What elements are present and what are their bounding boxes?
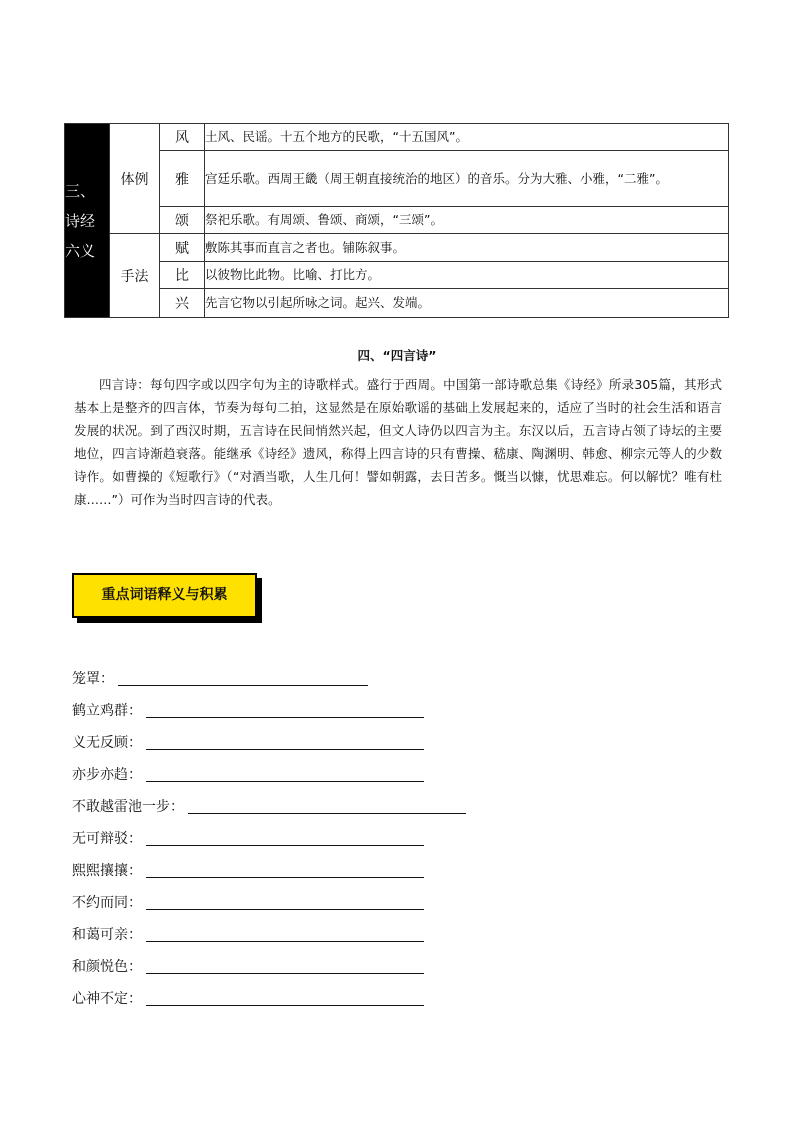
vocab-term: 和蔼可亲： <box>72 927 142 943</box>
vocab-term: 熙熙攘攘： <box>72 863 142 879</box>
term-bi: 比 <box>160 262 205 289</box>
group-label-tili: 体例 <box>110 124 160 234</box>
table-category-cell <box>65 124 110 318</box>
vocab-item <box>72 916 472 948</box>
section-title-siyanshi: 四、“四言诗” <box>357 348 437 363</box>
vocab-term: 无可辩驳： <box>72 831 142 847</box>
vocab-item <box>72 756 472 788</box>
answer-line[interactable] <box>146 908 424 910</box>
key-vocabulary-banner <box>72 573 257 618</box>
desc-ya: 宫廷乐歌。西周王畿（周王朝直接统治的地区）的音乐。分为大雅、小雅，“二雅”。 <box>205 151 729 207</box>
answer-line[interactable] <box>146 748 424 750</box>
group-label-shoufa: 手法 <box>110 234 160 318</box>
vocab-term: 和颜悦色： <box>72 959 142 975</box>
answer-line[interactable] <box>146 876 424 878</box>
vocab-term: 不约而同： <box>72 895 142 911</box>
desc-song: 祭祀乐歌。有周颂、鲁颂、商颂，“三颂”。 <box>205 207 729 234</box>
desc-xing: 先言它物以引起所咏之词。起兴、发端。 <box>205 289 729 318</box>
term-xing: 兴 <box>160 289 205 318</box>
vocab-item <box>72 948 472 980</box>
category-line-1: 三、 <box>65 181 96 200</box>
answer-line[interactable] <box>146 716 424 718</box>
vocab-item <box>72 692 472 724</box>
vocab-term: 不敢越雷池一步： <box>72 799 184 815</box>
section-paragraph-siyanshi: 四言诗：每句四字或以四字句为主的诗歌样式。盛行于西周。中国第一部诗歌总集《诗经》所录305篇，其形式基本上是整齐的四言体，节奏为每句二拍，这显然是在原始歌谣的基础上发展起来的，适应了当时的社会生活和语言发展的状况。到了西汉时期，五言诗在民间悄然兴起，但文人诗仍以四言为主。东汉以后，五言诗占领了诗坛的主要地位，四言诗渐趋衰落。能继承《诗经》遗风，称得上四言诗的只有曹操、嵇康、陶渊明、韩愈、柳宗元等人的少数诗作。如曹操的《短歌行》（“对酒当歌，人生几何！譬如朝露，去日苦多。慨当以慷，忧思难忘。何以解忧？唯有杜康……”）可作为当时四言诗的代表。 <box>74 377 722 507</box>
term-feng: 风 <box>160 124 205 151</box>
desc-feng: 土风、民谣。十五个地方的民歌，“十五国风”。 <box>205 124 729 151</box>
desc-bi: 以彼物比此物。比喻、打比方。 <box>205 262 729 289</box>
answer-line[interactable] <box>118 684 368 686</box>
category-line-3: 六义 <box>65 241 96 260</box>
answer-line[interactable] <box>146 780 424 782</box>
answer-line[interactable] <box>146 1004 424 1006</box>
desc-fu: 敷陈其事而直言之者也。铺陈叙事。 <box>205 234 729 262</box>
vocab-item <box>72 980 472 1012</box>
term-fu: 赋 <box>160 234 205 262</box>
vocab-item <box>72 724 472 756</box>
vocab-term: 鹤立鸡群： <box>72 703 142 719</box>
answer-line[interactable] <box>146 940 424 942</box>
vocab-item <box>72 788 472 820</box>
vocabulary-list <box>72 660 472 1012</box>
vocab-term: 笼罩： <box>72 671 114 687</box>
vocab-item <box>72 884 472 916</box>
vocab-term: 义无反顾： <box>72 735 142 751</box>
term-song: 颂 <box>160 207 205 234</box>
answer-line[interactable] <box>188 812 466 814</box>
answer-line[interactable] <box>146 844 424 846</box>
term-ya: 雅 <box>160 151 205 207</box>
vocab-term: 心神不定： <box>72 991 142 1007</box>
category-line-2: 诗经 <box>65 211 96 230</box>
six-principles-table <box>64 123 729 318</box>
banner-label: 重点词语释义与积累 <box>101 587 228 603</box>
answer-line[interactable] <box>146 972 424 974</box>
vocab-term: 亦步亦趋： <box>72 767 142 783</box>
vocab-item <box>72 852 472 884</box>
vocab-item <box>72 660 472 692</box>
vocab-item <box>72 820 472 852</box>
